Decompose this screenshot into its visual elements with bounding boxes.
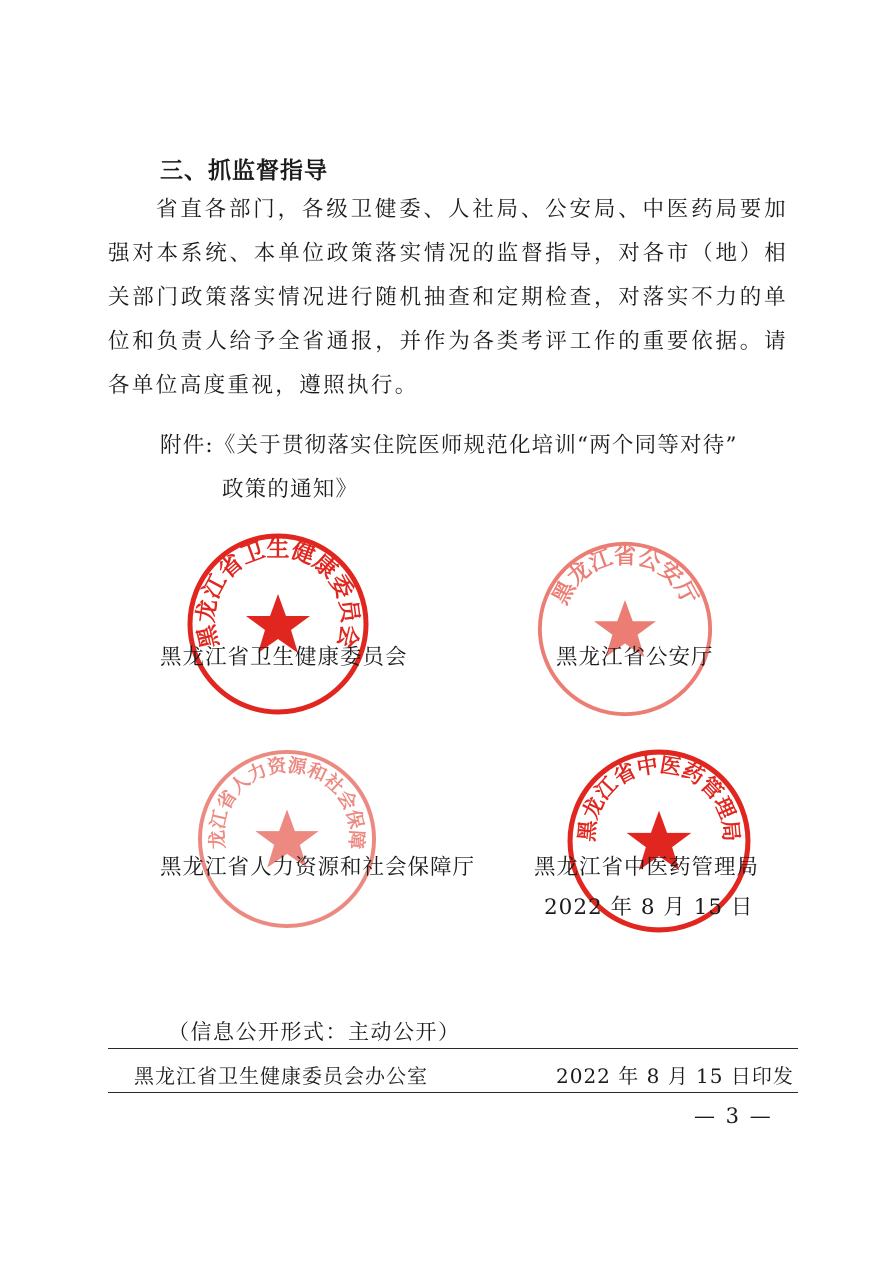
section-heading: 三、抓监督指导 bbox=[160, 158, 328, 184]
signatory-public-security: 黑龙江省公安厅 bbox=[556, 645, 714, 670]
seal-health-commission bbox=[186, 532, 370, 716]
body-paragraph bbox=[108, 188, 788, 408]
signatory-health-commission: 黑龙江省卫生健康委员会 bbox=[160, 645, 408, 670]
signatory-human-resources: 黑龙江省人力资源和社会保障厅 bbox=[160, 855, 476, 880]
footer-issuer: 黑龙江省卫生健康委员会办公室 bbox=[134, 1064, 428, 1088]
signatory-tcm-bureau: 黑龙江省中医药管理局 bbox=[534, 855, 760, 880]
footer-issue-date: 2022 年 8 月 15 日印发 bbox=[556, 1064, 794, 1088]
paragraph-text: 省直各部门，各级卫健委、人社局、公安局、中医药局要加强对本系统、本单位政策落实情况的监督指导，对各市（地）相关部门政策落实情况进行随机抽查和定期检查，对落实不力的单位和负责人给予全省通报，并作为各类考评工作的重要依据。请各单位高度重视，遵照执行。 bbox=[108, 197, 788, 398]
attachment-line-1: 附件:《关于贯彻落实住院医师规范化培训“两个同等对待” bbox=[160, 433, 738, 458]
footer-divider-bottom bbox=[108, 1092, 798, 1093]
attachment-note bbox=[160, 424, 800, 512]
footer-divider-top bbox=[108, 1048, 798, 1049]
attachment-line-2: 政策的通知》 bbox=[222, 477, 359, 502]
seal-tcm-bureau-text: 黑龙江省中医药管理局 bbox=[574, 752, 744, 843]
seal-public-security-text: 黑龙江省公安厅 bbox=[547, 543, 703, 609]
disclosure-note: （信息公开形式：主动公开） bbox=[168, 1020, 461, 1044]
seal-human-resources bbox=[186, 732, 378, 930]
seal-human-resources-text: 黑龙江省人力资源和社会保障厅 bbox=[186, 732, 367, 850]
seal-health-commission-text: 黑龙江省卫生健康委员会 bbox=[193, 536, 363, 651]
svg-text:黑龙江省公安厅 bbox=[547, 543, 702, 608]
page-number: — 3 — bbox=[694, 1104, 773, 1128]
signing-date: 2022 年 8 月 15 日 bbox=[544, 895, 754, 920]
seal-public-security bbox=[536, 540, 714, 718]
